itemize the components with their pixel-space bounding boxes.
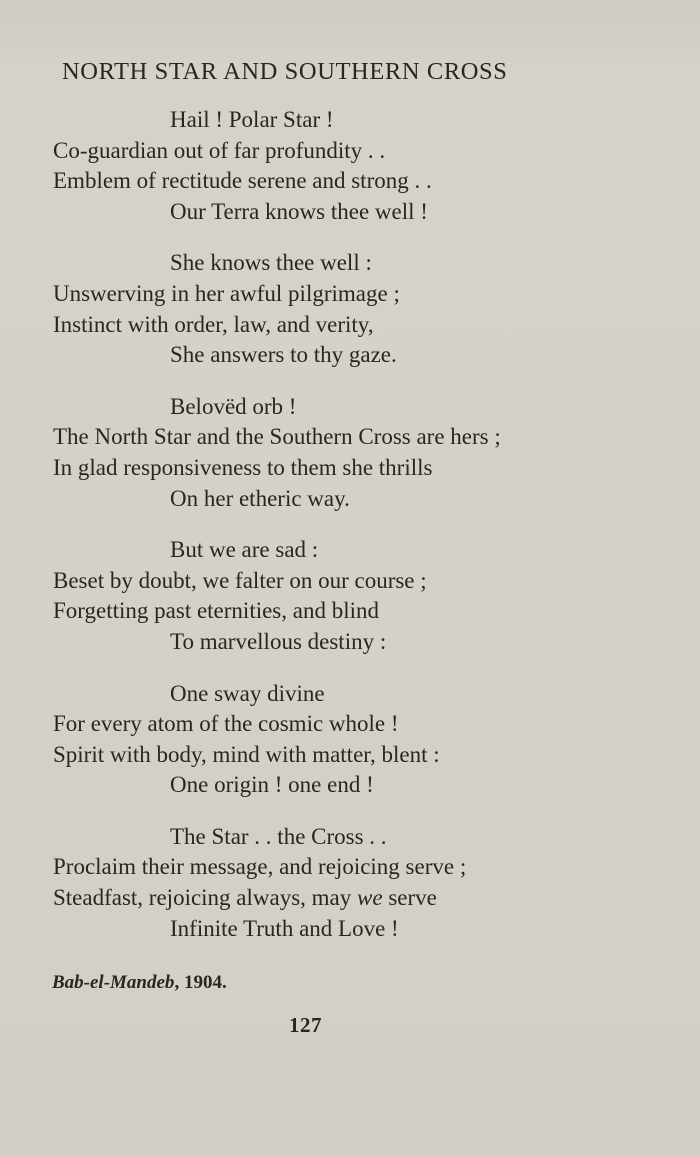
poem-line: One sway divine [170, 680, 325, 706]
poem-line: Beset by doubt, we falter on our course ; [53, 567, 427, 593]
stanza [53, 679, 673, 801]
poem-line: One origin ! one end ! [170, 772, 374, 798]
place-date [52, 972, 227, 994]
page-number: 127 [289, 1013, 322, 1037]
poem-body [53, 105, 673, 965]
poem-line: In glad responsiveness to them she thrills [53, 454, 433, 480]
poem-line: Emblem of rectitude serene and strong . . [53, 168, 432, 194]
poem-title: NORTH STAR AND SOUTHERN CROSS [62, 58, 508, 85]
poem-line: On her etheric way. [170, 485, 350, 511]
poem-line: Hail ! Polar Star ! [170, 107, 334, 132]
place-name: Bab-el-Mandeb [52, 972, 175, 993]
emphasis-we: we [357, 885, 383, 911]
poem-line: Instinct with order, law, and verity, [53, 311, 374, 337]
poem-line: She answers to thy gaze. [170, 342, 397, 368]
poem-line: Our Terra knows thee well ! [170, 198, 428, 224]
poem-line: Belovëd orb ! [170, 393, 297, 419]
poem-line: Spirit with body, mind with matter, blent : [53, 741, 440, 767]
poem-line: Co-guardian out of far profundity . . [53, 137, 386, 163]
poem-line: Forgetting past eternities, and blind [53, 598, 379, 624]
poem-line: She knows thee well : [170, 250, 372, 276]
stanza [53, 535, 673, 657]
place-comma: , [174, 972, 184, 993]
stanza [53, 248, 673, 370]
poem-line: For every atom of the cosmic whole ! [53, 711, 399, 737]
poem-line: The Star . . the Cross . . [170, 823, 387, 849]
poem-line: But we are sad : [170, 537, 319, 563]
poem-line: To marvellous destiny : [170, 628, 387, 654]
poem-line: Unswerving in her awful pilgrimage ; [53, 280, 400, 306]
poem-line: Steadfast, rejoicing always, may we serve [53, 885, 437, 911]
poem-line: The North Star and the Southern Cross are hers ; [53, 424, 501, 450]
stanza [53, 392, 673, 514]
year: 1904. [183, 972, 227, 993]
stanza [53, 105, 673, 227]
poem-line: Infinite Truth and Love ! [170, 915, 399, 941]
stanza [53, 822, 673, 944]
poem-line: Proclaim their message, and rejoicing serve ; [53, 854, 467, 880]
